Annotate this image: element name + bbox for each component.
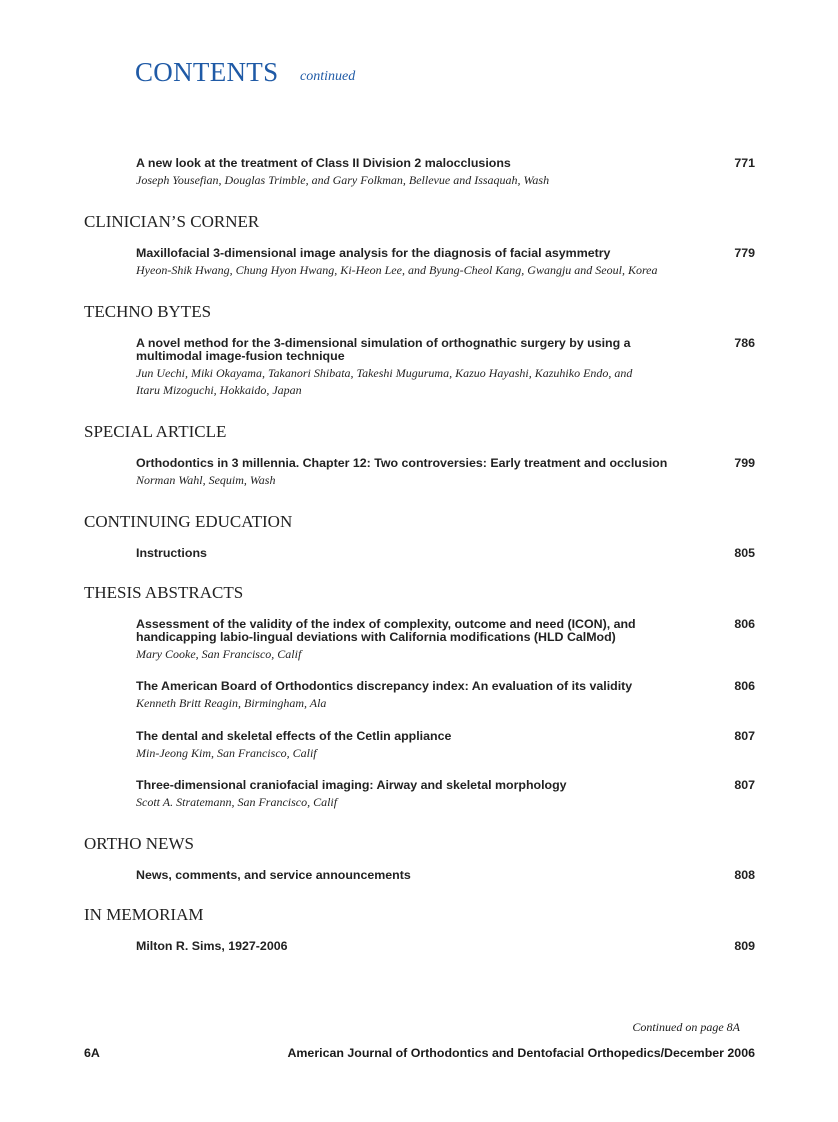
article-title: Orthodontics in 3 millennia. Chapter 12: Two controversies: Early treatment and occlusion [136, 456, 668, 470]
article-page-number: 805 [734, 546, 755, 560]
article-page-number: 799 [734, 456, 755, 470]
article-authors: Joseph Yousefian, Douglas Trimble, and Gary Folkman, Bellevue and Issaquah, Wash [136, 173, 550, 187]
page-number: 6A [84, 1046, 100, 1060]
article-authors: Min-Jeong Kim, San Francisco, Calif [136, 746, 317, 760]
article-page-number: 779 [734, 246, 755, 260]
article-title: The American Board of Orthodontics discrepancy index: An evaluation of its validity [136, 679, 633, 693]
journal-title: American Journal of Orthodontics and Dentofacial Orthopedics/December 2006 [287, 1046, 755, 1060]
article-title: handicapping labio-lingual deviations with California modifications (HLD CalMod) [136, 630, 616, 644]
article-title: Assessment of the validity of the index of complexity, outcome and need (ICON), and [136, 617, 636, 631]
article-title: Maxillofacial 3-dimensional image analysis for the diagnosis of facial asymmetry [136, 246, 611, 260]
article-authors: Hyeon-Shik Hwang, Chung Hyon Hwang, Ki-Heon Lee, and Byung-Cheol Kang, Gwangju and Seoul, Korea [136, 263, 658, 277]
article-title: A new look at the treatment of Class II Division 2 malocclusions [136, 156, 511, 170]
section-heading: CONTINUING EDUCATION [84, 512, 293, 531]
article-page-number: 786 [734, 336, 755, 350]
section-heading: TECHNO BYTES [84, 302, 212, 321]
article-page-number: 806 [734, 617, 755, 631]
article-page-number: 807 [734, 778, 755, 792]
article-title: Milton R. Sims, 1927-2006 [136, 939, 288, 953]
article-page-number: 806 [734, 679, 755, 693]
continued-note: Continued on page 8A [632, 1020, 740, 1034]
article-title: multimodal image-fusion technique [136, 349, 345, 363]
article-authors: Norman Wahl, Sequim, Wash [136, 473, 276, 487]
page-title: CONTENTS [135, 57, 279, 87]
article-page-number: 808 [734, 868, 755, 882]
section-heading: ORTHO NEWS [84, 834, 194, 853]
section-heading: CLINICIAN’S CORNER [84, 212, 260, 231]
article-page-number: 809 [734, 939, 755, 953]
article-authors: Jun Uechi, Miki Okayama, Takanori Shibata, Takeshi Muguruma, Kazuo Hayashi, Kazuhiko Endo, and [136, 366, 633, 380]
section-heading: THESIS ABSTRACTS [84, 583, 244, 602]
article-authors: Scott A. Stratemann, San Francisco, Calif [136, 795, 338, 809]
article-authors: Itaru Mizoguchi, Hokkaido, Japan [136, 383, 302, 397]
article-page-number: 807 [734, 729, 755, 743]
article-page-number: 771 [734, 156, 755, 170]
article-title: Three-dimensional craniofacial imaging: Airway and skeletal morphology [136, 778, 567, 792]
article-authors: Mary Cooke, San Francisco, Calif [136, 647, 302, 661]
page-subtitle: continued [300, 69, 356, 84]
article-title: The dental and skeletal effects of the Cetlin appliance [136, 729, 452, 743]
article-title: Instructions [136, 546, 207, 560]
article-title: A novel method for the 3-dimensional simulation of orthognathic surgery by using a [136, 336, 631, 350]
article-title: News, comments, and service announcements [136, 868, 411, 882]
article-authors: Kenneth Britt Reagin, Birmingham, Ala [136, 696, 327, 710]
section-heading: SPECIAL ARTICLE [84, 422, 227, 441]
section-heading: IN MEMORIAM [84, 905, 204, 924]
